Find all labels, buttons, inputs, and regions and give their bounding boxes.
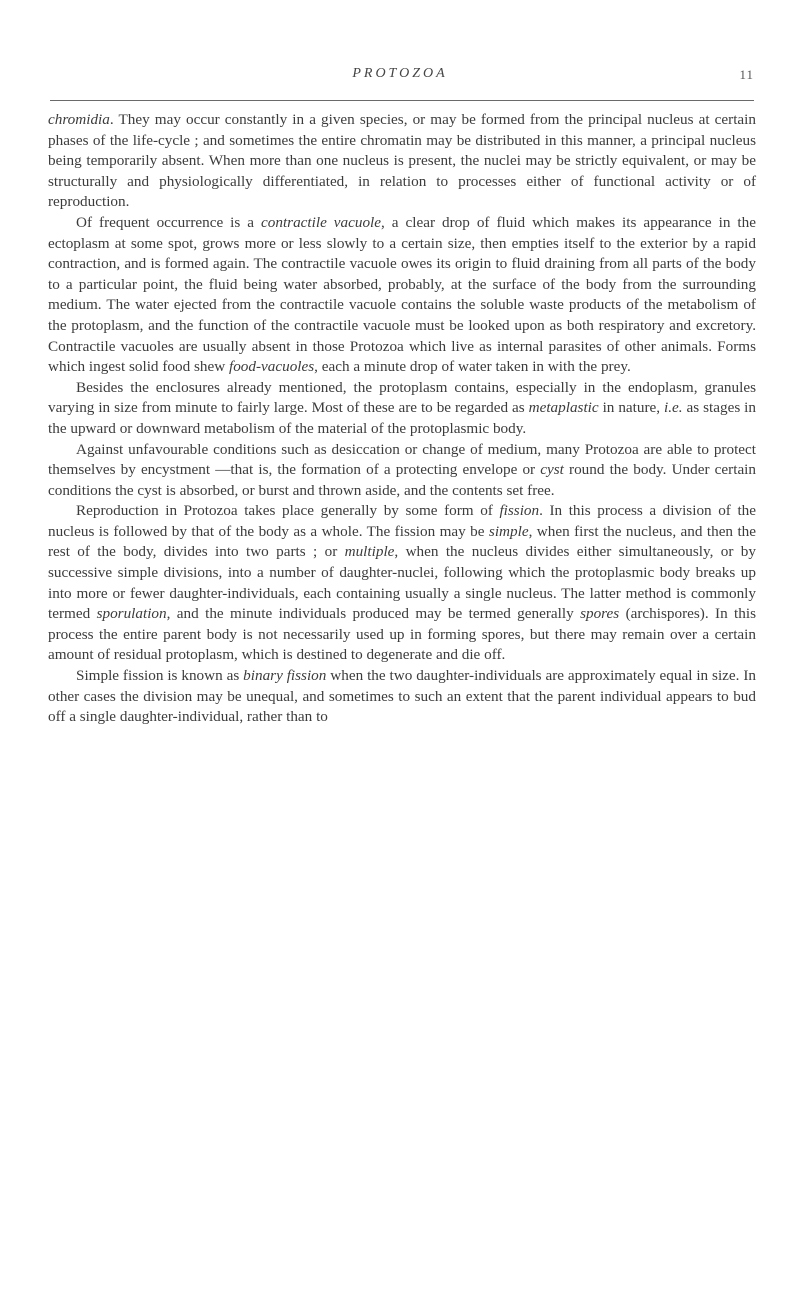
running-head (0, 66, 800, 88)
italic-term: cyst (540, 461, 564, 479)
italic-term: i.e. (664, 399, 683, 417)
text-run: in nature, (598, 399, 665, 417)
italic-term: binary fission (243, 667, 327, 685)
header-rule (50, 100, 754, 101)
paragraph-continued (48, 110, 756, 213)
text-run: . They may occur constantly in a given species, or may be formed from the principal nucleus at certain phases of the life-cycle ; and sometimes the entire chromatin may be distributed in this manner, a principal nucleus being temporarily absent. When more than one nucleus is present, the nuclei may be strictly equivalent, or may be structurally and physiologically differentiated, in relation to processes either of functional activity or of reproduction. (48, 111, 756, 211)
text-run: when the two daughter-individuals are approximately equal in size. In other cases the division may be unequal, and sometimes to such an extent that the parent individual appears to bud off a single daughter-individual, rather than to (48, 667, 756, 726)
italic-term: metaplastic (528, 399, 599, 417)
italic-term: food-vacuoles (228, 358, 315, 376)
italic-term: sporulation (96, 605, 167, 623)
paragraph-contractile-vacuole (48, 213, 756, 378)
paragraph-reproduction (48, 501, 756, 666)
italic-term: fission (499, 502, 540, 520)
page-number: 11 (739, 67, 754, 82)
text-run: , and the minute individuals produced may be termed generally (166, 605, 581, 623)
text-run: Against unfavourable conditions such as desiccation or change of medium, many Protozoa are able to protect themselves by encystment —that is, the formation of a protecting envelope or (48, 440, 756, 479)
text-run: (archispores). In this process the entire parent body is not necessarily used up in forming spores, but there may remain over a certain amount of residual protoplasm, which is destined to degenerate and die off. (48, 605, 757, 664)
running-title: PROTOZOA (352, 66, 448, 81)
paragraph-binary-fission (48, 666, 756, 728)
text-run: Of frequent occurrence is a (76, 213, 262, 231)
text-run: , when first the nucleus, and then the rest of the body, divides into two parts ; or (48, 522, 756, 561)
text-run: , when the nucleus divides either simultaneously, or by successive simple divisions, into a number of daughter-nuclei, following which the protoplasmic body breaks up into more or fewer daughter-individuals, each containing usually a single nucleus. The latter method is commonly termed (48, 543, 756, 623)
italic-term: spores (580, 605, 620, 623)
text-run: Besides the enclosures already mentioned, the protoplasm contains, especially in the endoplasm, granules varying in size from minute to fairly large. Most of these are to be regarded as (48, 378, 756, 417)
italic-term: contractile vacuole (261, 213, 382, 231)
text-run: , a clear drop of fluid which makes its appearance in the ectoplasm at some spot, grows more or less slowly to a certain size, then empties itself to the exterior by a rapid contraction, and is formed again. The contractile vacuole owes its origin to fluid draining from all parts of the body to a particular point, the fluid being water absorbed, probably, at the surface of the body from the surrounding medium. The water ejected from the contractile vacuole contains the soluble waste products of the metabolism of the protoplasm, and the function of the contractile vacuole must be looked upon as both respiratory and excretory. Contractile vacuoles are usually absent in those Protozoa which live as internal parasites of other animals. Forms which ingest solid food shew (48, 213, 756, 376)
text-run: . In this process a division of the nucleus is followed by that of the body as a whole. The fission may be (48, 502, 756, 540)
text-run: , each a minute drop of water taken in with the prey. (314, 358, 631, 376)
text-run: as stages in the upward or downward metabolism of the material of the protoplasmic body. (48, 399, 756, 437)
body-text (48, 110, 756, 728)
italic-term: multiple (344, 543, 395, 561)
paragraph-encystment (48, 440, 756, 502)
italic-term: simple (488, 522, 529, 540)
paragraph-enclosures (48, 378, 756, 440)
text-run: Simple fission is known as (76, 667, 244, 685)
italic-term: chromidia (48, 111, 110, 128)
text-run: round the body. Under certain conditions the cyst is absorbed, or burst and thrown aside, and the contents set free. (48, 461, 756, 499)
text-run: Reproduction in Protozoa takes place generally by some form of (76, 502, 500, 520)
